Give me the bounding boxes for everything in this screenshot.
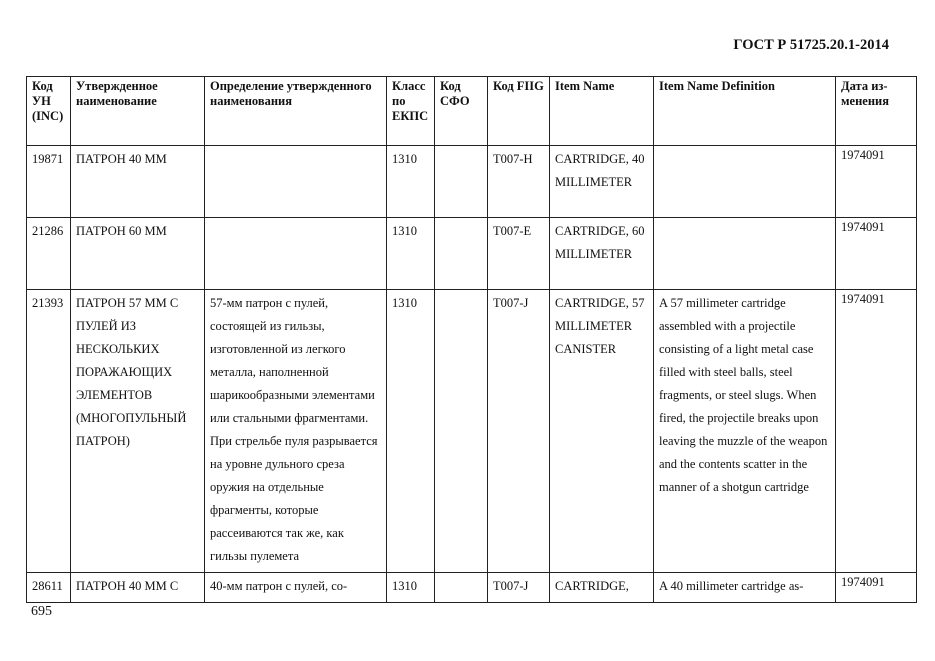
cell-sfo — [435, 218, 488, 290]
cell-approved-name: ПАТРОН 40 ММ — [71, 146, 205, 218]
cell-class: 1310 — [387, 218, 435, 290]
header-name-definition: Определение утвержденного наименования — [205, 77, 387, 146]
cell-item-name-definition — [654, 146, 836, 218]
cell-change-date — [836, 573, 917, 603]
table-row — [27, 290, 917, 573]
header-fiig: Код FIIG — [488, 77, 550, 146]
cell-inc: 21393 — [27, 290, 71, 573]
cell-name-definition: 57-мм патрон с пулей, состоящей из гильзы, изготовленной из легкого металла, наполненной шарикообразными элементами или стальными фрагментами. При стрельбе пуля разрывается на уровне дульного среза оружия на отдельные фрагменты, которые рассеиваются так же, как гильзы пулемета — [205, 290, 387, 573]
cell-inc: 19871 — [27, 146, 71, 218]
cell-class: 1310 — [387, 146, 435, 218]
cell-approved-name: ПАТРОН 57 ММ С ПУЛЕЙ ИЗ НЕСКОЛЬКИХ ПОРАЖАЮЩИХ ЭЛЕМЕНТОВ (МНОГОПУЛЬНЫЙ ПАТРОН) — [71, 290, 205, 573]
change-date-value: 1974091 — [841, 220, 885, 234]
cell-change-date — [836, 290, 917, 573]
cell-approved-name: ПАТРОН 40 ММ С — [71, 573, 205, 603]
cell-item-name-definition — [654, 218, 836, 290]
change-date-value: 1974091 — [841, 292, 885, 306]
header-change-date: Дата из-менения — [836, 77, 917, 146]
header-sfo: Код СФО — [435, 77, 488, 146]
cell-fiig: T007-J — [488, 573, 550, 603]
header-class: Класс по ЕКПС — [387, 77, 435, 146]
cell-inc: 28611 — [27, 573, 71, 603]
nomenclature-table — [26, 76, 917, 603]
cell-item-name: CARTRIDGE, — [550, 573, 654, 603]
cell-approved-name: ПАТРОН 60 ММ — [71, 218, 205, 290]
cell-sfo — [435, 146, 488, 218]
cell-fiig: T007-J — [488, 290, 550, 573]
cell-inc: 21286 — [27, 218, 71, 290]
cell-class: 1310 — [387, 573, 435, 603]
cell-item-name: CARTRIDGE, 40 MILLIMETER — [550, 146, 654, 218]
cell-sfo — [435, 290, 488, 573]
cell-fiig: T007-E — [488, 218, 550, 290]
cell-item-name: CARTRIDGE, 60 MILLIMETER — [550, 218, 654, 290]
header-item-name: Item Name — [550, 77, 654, 146]
cell-item-name-definition: A 57 millimeter cartridge assembled with a projectile consisting of a light metal case filled with steel balls, steel fragments, or steel slugs. When fired, the projectile breaks upon leaving the muzzle of the weapon and the contents scatter in the manner of a shotgun cartridge — [654, 290, 836, 573]
cell-fiig: T007-H — [488, 146, 550, 218]
cell-change-date — [836, 218, 917, 290]
table-row — [27, 573, 917, 603]
header-item-name-definition: Item Name Definition — [654, 77, 836, 146]
change-date-value: 1974091 — [841, 148, 885, 162]
page-number: 695 — [31, 604, 52, 619]
header-approved-name: Утвержденное наименование — [71, 77, 205, 146]
cell-name-definition — [205, 218, 387, 290]
cell-name-definition — [205, 146, 387, 218]
change-date-value: 1974091 — [841, 575, 885, 589]
table-header-row — [27, 77, 917, 146]
table-row — [27, 146, 917, 218]
cell-item-name-definition: A 40 millimeter cartridge as- — [654, 573, 836, 603]
cell-item-name: CARTRIDGE, 57 MILLIMETER CANISTER — [550, 290, 654, 573]
cell-name-definition: 40-мм патрон с пулей, со- — [205, 573, 387, 603]
table-row — [27, 218, 917, 290]
cell-sfo — [435, 573, 488, 603]
cell-change-date — [836, 146, 917, 218]
cell-class: 1310 — [387, 290, 435, 573]
header-inc: Код УН (INC) — [27, 77, 71, 146]
standard-number: ГОСТ Р 51725.20.1-2014 — [733, 37, 889, 53]
